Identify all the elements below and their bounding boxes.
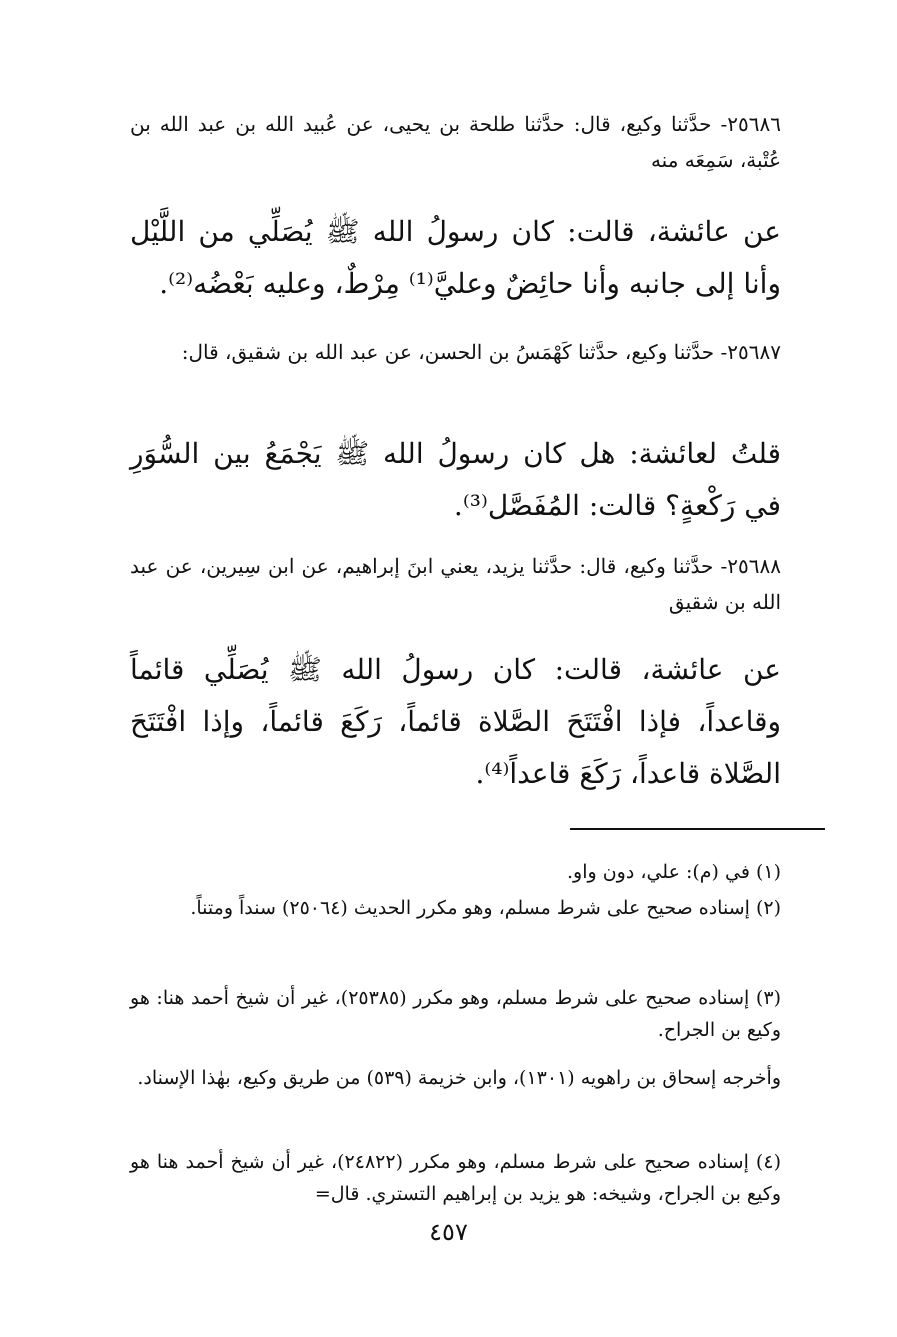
footnote-1: (١) في (م): علي، دون واو. [566, 861, 781, 883]
hadith-25687-matn: قلتُ لعائشة: هل كان رسولُ الله ﷺ يَجْمَعُ بين السُّوَرِ في رَكْعةٍ؟ قالت: المُفَصَّل⁽³⁾. [130, 437, 781, 522]
hadith-25687-isnad: ٢٥٦٨٧- حدَّثنا وكيع، حدَّثنا كَهْمَسُ بن الحسن، عن عبد الله بن شقيق، قال: [181, 340, 781, 364]
hadith-25686-isnad: ٢٥٦٨٦- حدَّثنا وكيع، قال: حدَّثنا طلحة بن يحيى، عن عُبيد الله بن عبد الله بن عُتْبة، سَمِعَه منه [130, 112, 781, 172]
footnote-4: (٤) إسناده صحيح على شرط مسلم، وهو مكرر (٢٤٨٢٢)، غير أن شيخ أحمد هنا هو وكيع بن الجراح، وشيخه: هو يزيد بن إبراهيم التستري. قال= [130, 1151, 781, 1205]
footnote-2: (٢) إسناده صحيح على شرط مسلم، وهو مكرر الحديث (٢٥٠٦٤) سنداً ومتناً. [190, 897, 781, 919]
footnote-3-continuation: وأخرجه إسحاق بن راهويه (١٣٠١)، وابن خزيمة (٥٣٩) من طريق وكيع، بهٰذا الإسناد. [137, 1067, 781, 1089]
hadith-25688-isnad: ٢٥٦٨٨- حدَّثنا وكيع، قال: حدَّثنا يزيد، يعني ابنَ إبراهيم، عن ابن سِيرين، عن عبد الله بن شقيق [130, 554, 781, 614]
hadith-25686-matn: عن عائشة، قالت: كان رسولُ الله ﷺ يُصَلِّي من اللَّيْل وأنا إلى جانبه وأنا حائِضٌ وعليَّ⁽¹⁾ مِرْطٌ، وعليه بَعْضُه⁽²⁾. [130, 215, 781, 300]
footnote-3: (٣) إسناده صحيح على شرط مسلم، وهو مكرر (٢٥٣٨٥)، غير أن شيخ أحمد هنا: هو وكيع بن الجراح. [130, 987, 781, 1041]
footnote-separator [570, 828, 825, 830]
page-number: ٤٥٧ [429, 1218, 468, 1246]
hadith-25688-matn: عن عائشة، قالت: كان رسولُ الله ﷺ يُصَلِّي قائماً وقاعداً، فإذا افْتَتَحَ الصَّلاة قائماً، رَكَعَ قائماً، وإذا افْتَتَحَ الصَّلاة قاعداً، رَكَعَ قاعداً⁽⁴⁾. [130, 653, 781, 790]
